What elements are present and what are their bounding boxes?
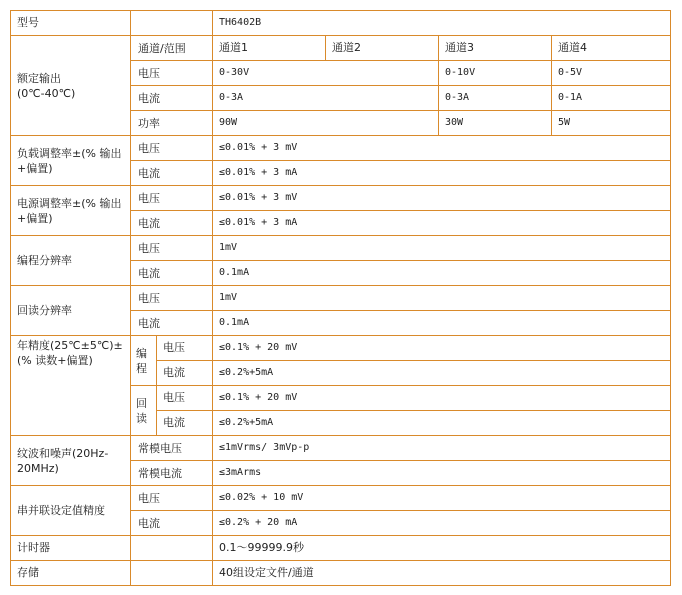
storage-value: 40组设定文件/通道 (213, 561, 671, 586)
readback-resolution-label: 回读分辨率 (11, 286, 131, 336)
channel-range-header: 通道/范围 (131, 36, 213, 61)
ripple-cm-voltage-label: 常模电压 (131, 436, 213, 461)
series-parallel-label: 串并联设定值精度 (11, 486, 131, 536)
model-label-spacer (131, 11, 213, 36)
row-rated-header (11, 36, 671, 61)
rated-current-ch12: 0-3A (213, 86, 439, 111)
ripple-cm-current-label: 常模电流 (131, 461, 213, 486)
rated-power-label: 功率 (131, 111, 213, 136)
rated-voltage-ch3: 0-10V (439, 61, 552, 86)
channel-4-header: 通道4 (552, 36, 671, 61)
load-reg-voltage-value: ≤0.01% + 3 mV (213, 136, 671, 161)
accuracy-read-current-value: ≤0.2%+5mA (213, 411, 671, 436)
ripple-cm-voltage-value: ≤1mVrms/ 3mVp-p (213, 436, 671, 461)
rated-current-ch4: 0-1A (552, 86, 671, 111)
load-reg-current-label: 电流 (131, 161, 213, 186)
channel-1-header: 通道1 (213, 36, 326, 61)
row-prog-res-voltage (11, 236, 671, 261)
line-regulation-label: 电源调整率±(% 输出+偏置) (11, 186, 131, 236)
row-timer (11, 536, 671, 561)
read-res-voltage-label: 电压 (131, 286, 213, 311)
series-parallel-voltage-label: 电压 (131, 486, 213, 511)
accuracy-programming-label: 编程 (131, 336, 157, 386)
model-value: TH6402B (213, 11, 671, 36)
prog-res-voltage-value: 1mV (213, 236, 671, 261)
rated-output-title: 额定输出 (17, 71, 61, 85)
rated-voltage-label: 电压 (131, 61, 213, 86)
line-reg-current-value: ≤0.01% + 3 mA (213, 211, 671, 236)
prog-res-voltage-label: 电压 (131, 236, 213, 261)
channel-3-header: 通道3 (439, 36, 552, 61)
row-read-res-voltage (11, 286, 671, 311)
line-reg-voltage-label: 电压 (131, 186, 213, 211)
line-reg-voltage-value: ≤0.01% + 3 mV (213, 186, 671, 211)
rated-power-ch3: 30W (439, 111, 552, 136)
row-ripple-voltage (11, 436, 671, 461)
accuracy-prog-voltage-label: 电压 (157, 336, 213, 361)
load-regulation-label: 负载调整率±(% 输出+偏置) (11, 136, 131, 186)
accuracy-prog-current-label: 电流 (157, 361, 213, 386)
row-model (11, 11, 671, 36)
ripple-cm-current-value: ≤3mArms (213, 461, 671, 486)
load-reg-voltage-label: 电压 (131, 136, 213, 161)
rated-voltage-ch12: 0-30V (213, 61, 439, 86)
accuracy-prog-current-value: ≤0.2%+5mA (213, 361, 671, 386)
load-reg-current-value: ≤0.01% + 3 mA (213, 161, 671, 186)
rated-current-label: 电流 (131, 86, 213, 111)
rated-power-ch4: 5W (552, 111, 671, 136)
series-parallel-current-value: ≤0.2% + 20 mA (213, 511, 671, 536)
accuracy-read-current-label: 电流 (157, 411, 213, 436)
annual-accuracy-label: 年精度(25℃±5℃)±(% 读数+偏置) (11, 336, 131, 436)
prog-res-current-label: 电流 (131, 261, 213, 286)
rated-power-ch12: 90W (213, 111, 439, 136)
ripple-noise-label: 纹波和噪声(20Hz-20MHz) (11, 436, 131, 486)
read-res-current-value: 0.1mA (213, 311, 671, 336)
line-reg-current-label: 电流 (131, 211, 213, 236)
rated-output-range: (0℃-40℃) (17, 86, 76, 100)
timer-label-spacer (131, 536, 213, 561)
accuracy-prog-voltage-value: ≤0.1% + 20 mV (213, 336, 671, 361)
programming-resolution-label: 编程分辨率 (11, 236, 131, 286)
read-res-current-label: 电流 (131, 311, 213, 336)
series-parallel-voltage-value: ≤0.02% + 10 mV (213, 486, 671, 511)
storage-label: 存储 (11, 561, 131, 586)
timer-label: 计时器 (11, 536, 131, 561)
rated-voltage-ch4: 0-5V (552, 61, 671, 86)
accuracy-read-voltage-value: ≤0.1% + 20 mV (213, 386, 671, 411)
series-parallel-current-label: 电流 (131, 511, 213, 536)
prog-res-current-value: 0.1mA (213, 261, 671, 286)
row-storage (11, 561, 671, 586)
spec-table (10, 10, 671, 586)
row-load-reg-voltage (11, 136, 671, 161)
accuracy-readback-label: 回读 (131, 386, 157, 436)
accuracy-read-voltage-label: 电压 (157, 386, 213, 411)
row-accuracy-prog-voltage (11, 336, 671, 361)
rated-current-ch3: 0-3A (439, 86, 552, 111)
timer-value: 0.1～99999.9秒 (213, 536, 671, 561)
model-label: 型号 (11, 11, 131, 36)
storage-label-spacer (131, 561, 213, 586)
row-series-parallel-voltage (11, 486, 671, 511)
channel-2-header: 通道2 (326, 36, 439, 61)
rated-output-label (11, 36, 131, 136)
row-line-reg-voltage (11, 186, 671, 211)
read-res-voltage-value: 1mV (213, 286, 671, 311)
